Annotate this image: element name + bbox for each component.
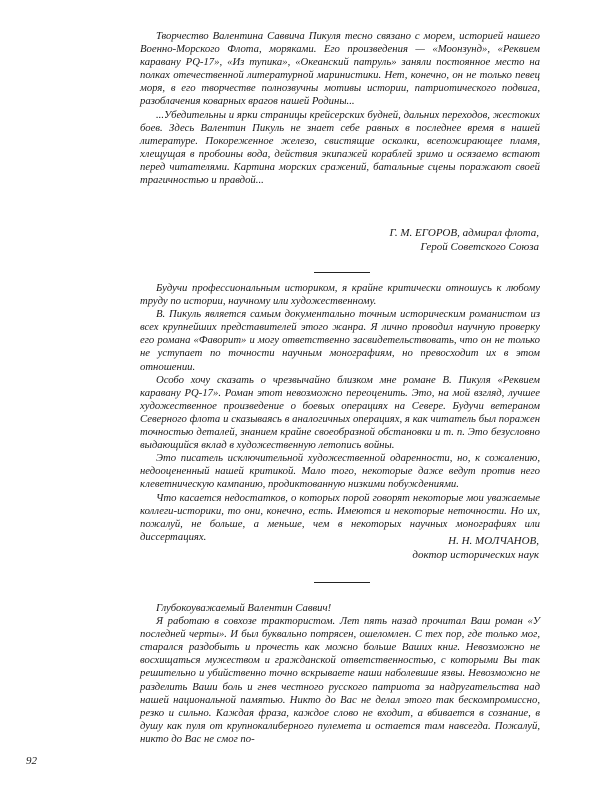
signature-name: Г. М. ЕГОРОВ, адмирал флота,	[389, 227, 539, 239]
paragraph: Творчество Валентина Саввича Пикуля тесно связано с морем, историей нашего Военно-Морского Флота, моряками. Его произведения — «Моонзунд», «Реквием каравану PQ-17», «Из тупика», «Океанский патруль» заняли постоянное место на полках отечественной литературной маринистики. Нет, конечно, он не только певец моря, в его творчестве полнозвучны мотивы истории, патриотического подвига, разоблачения коварных врагов нашей Родины...	[140, 30, 540, 108]
page-number: 92	[26, 755, 37, 767]
paragraph: В. Пикуль является самым документально точным историческим романистом из всех крупнейших представителей этого жанра. Я лично проводил научную проверку его романа «Фаворит» и могу ответственно засвидетельствовать, что он не только не уступает по точности научным монографиям, но превосходит их в этом отношении.	[140, 308, 540, 373]
signature-molchanov	[412, 534, 539, 562]
section-divider	[314, 582, 370, 583]
signature-title: доктор исторических наук	[412, 549, 539, 561]
paragraph: Особо хочу сказать о чрезвычайно близком мне романе В. Пикуля «Реквием каравану PQ-17». Роман этот невозможно переоценить. Это, на мой взгляд, лучшее художественное произведение о боевых операциях на Севере. Будучи ветераном Северного флота и сказываясь в аналогичных операциях, я как читатель был поражен точностью деталей, знанием крайне своеобразной обстановки и т. п. Это безусловно выдающийся вклад в художественную летопись войны.	[140, 373, 540, 452]
paragraph: Будучи профессиональным историком, я крайне критически отношусь к любому труду по истории, научному или художественному.	[140, 282, 540, 308]
salutation: Глубокоуважаемый Валентин Саввич!	[156, 602, 332, 614]
paragraph: Это писатель исключительной художественной одаренности, но, к сожалению, недооцененный нашей критикой. Мало того, некоторые даже ведут против него клеветническую кампанию, продиктованную низкими побуждениями.	[140, 452, 540, 491]
paragraph: ...Убедительны и ярки страницы крейсерских будней, дальних переходов, жестоких боев. Здесь Валентин Пикуль не знает себе равных в последнее время в нашей литературе. Покореженное железо, свистящие осколки, всепожирающее пламя, хлещущая в пробоины вода, действия экипажей кораблей зримо и осязаемо встают перед читателями. Картина морских сражений, батальные сцены поражают своей трагичностью и правдой...	[140, 108, 540, 187]
paragraph: Я работаю в совхозе трактористом. Лет пять назад прочитал Ваш роман «У последней черты». И был буквально потрясен, ошеломлен. С тех пор, где только мог, старался раздобыть и прочесть как можно больше Ваших книг. Невозможно не восхищаться мужеством и гражданской ответственностью, с которыми Вы так решительно и убийственно точно вскрываете наши наболевшие язвы. Невозможно не разделить Ваши боль и гнев честного русского патриота за надругательства над нашей национальной памятью. Никто до Вас не делал этого так бескомпромиссно, резко и сильно. Каждая фраза, каждое слово не входит, а вбивается в сознание, в душу как пуля от крупнокалиберного пулемета и остается там навсегда. Пожалуй, никто до Вас не смог по-	[140, 615, 540, 745]
section-divider	[314, 272, 370, 273]
paragraph: Что касается недостатков, о которых порой говорят некоторые мои уважаемые коллеги-историки, то они, конечно, есть. Имеются и некоторые неточности. Но их, пожалуй, не больше, а меньше, чем в некоторых научных монографиях или диссертациях.	[140, 491, 540, 543]
letter-egorov	[140, 30, 540, 187]
letter-molchanov	[140, 282, 540, 544]
letter-tractorist	[140, 602, 540, 746]
signature-egorov	[389, 226, 539, 254]
signature-name: Н. Н. МОЛЧАНОВ,	[448, 535, 539, 547]
signature-title: Герой Советского Союза	[420, 241, 539, 253]
